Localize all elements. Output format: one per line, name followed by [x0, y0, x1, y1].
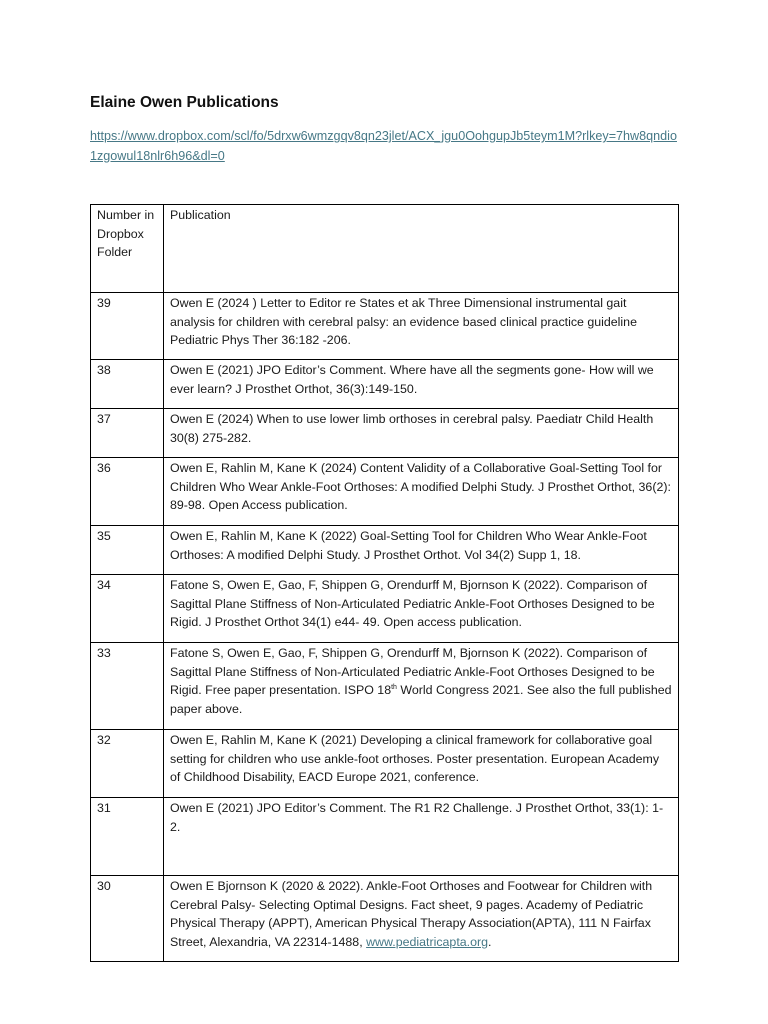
- row-publication: [164, 643, 679, 730]
- table-row: [91, 526, 679, 575]
- row-number: 39: [91, 293, 164, 360]
- row-number: 33: [91, 643, 164, 730]
- row-number: 31: [91, 798, 164, 876]
- dropbox-folder-link[interactable]: https://www.dropbox.com/scl/fo/5drxw6wmzgqv8qn23jlet/ACX_jgu0OohgupJb5teym1M?rlkey=7hw8qndio1zgowul18nlr6h96&dl=0: [90, 129, 677, 163]
- table-row: [91, 409, 679, 458]
- table-row: [91, 798, 679, 876]
- row-publication: Owen E, Rahlin M, Kane K (2021) Developing a clinical framework for collaborative goal setting for children who use ankle-foot orthoses. Poster presentation. European Academy of Childhood Disability, EACD Europe 2021, conference.: [164, 730, 679, 798]
- table-row: [91, 458, 679, 526]
- row-publication: [164, 876, 679, 962]
- row-publication: Owen E, Rahlin M, Kane K (2022) Goal-Setting Tool for Children Who Wear Ankle-Foot Orthoses: A modified Delphi Study. J Prosthet Orthot. Vol 34(2) Supp 1, 18.: [164, 526, 679, 575]
- row-publication: Owen E (2024) When to use lower limb orthoses in cerebral palsy. Paediatr Child Health 30(8) 275-282.: [164, 409, 679, 458]
- header-number: Number in Dropbox Folder: [91, 205, 164, 293]
- row-publication: Owen E, Rahlin M, Kane K (2024) Content Validity of a Collaborative Goal-Setting Tool for Children Who Wear Ankle-Foot Orthoses: A modified Delphi Study. J Prosthet Orthot, 36(2): 89-98. Open Access publication.: [164, 458, 679, 526]
- row-number: 32: [91, 730, 164, 798]
- row-number: 37: [91, 409, 164, 458]
- table-row: [91, 876, 679, 962]
- row-number: 38: [91, 360, 164, 409]
- table-row: [91, 360, 679, 409]
- row-publication: Owen E (2024 ) Letter to Editor re States et ak Three Dimensional instrumental gait analysis for children with cerebral palsy: an evidence based clinical practice guideline Pediatric Phys Ther 36:182 -206.: [164, 293, 679, 360]
- row-number: 34: [91, 575, 164, 643]
- row-publication: Owen E (2021) JPO Editor’s Comment. The R1 R2 Challenge. J Prosthet Orthot, 33(1): 1-2.: [164, 798, 679, 876]
- superscript-ordinal: th: [391, 684, 397, 692]
- pediatricapta-link[interactable]: www.pediatricapta.org: [366, 934, 488, 949]
- document-title: Elaine Owen Publications: [90, 94, 279, 111]
- row-text-part: World Congress 2021. See also the full published paper above.: [170, 683, 672, 716]
- row-publication: Fatone S, Owen E, Gao, F, Shippen G, Orendurff M, Bjornson K (2022). Comparison of Sagittal Plane Stiffness of Non-Articulated Pediatric Ankle-Foot Orthoses Designed to be Rigid. J Prosthet Orthot 34(1) e44- 49. Open access publication.: [164, 575, 679, 643]
- row-number: 36: [91, 458, 164, 526]
- row-text-part: Fatone S, Owen E, Gao, F, Shippen G, Orendurff M, Bjornson K (2022). Comparison of Sagittal Plane Stiffness of Non-Articulated Pediatric Ankle-Foot Orthoses Designed to be Rigid. Free paper presentation. ISPO 18: [170, 646, 655, 698]
- header-publication: Publication: [164, 205, 679, 293]
- row-number: 35: [91, 526, 164, 575]
- row-number: 30: [91, 876, 164, 962]
- table-row: [91, 730, 679, 798]
- row-publication: Owen E (2021) JPO Editor’s Comment. Where have all the segments gone- How will we ever learn? J Prosthet Orthot, 36(3):149-150.: [164, 360, 679, 409]
- table-header-row: [91, 205, 679, 293]
- table-row: [91, 575, 679, 643]
- table-row: [91, 643, 679, 730]
- row-text-part: .: [488, 934, 492, 949]
- row-text-part: Owen E Bjornson K (2020 & 2022). Ankle-Foot Orthoses and Footwear for Children with Cerebral Palsy- Selecting Optimal Designs. Fact sheet, 9 pages. Academy of Pediatric Physical Therapy (APPT), American Physical Therapy Association(APTA), 111 N Fairfax Street, Alexandria, VA 22314-1488,: [170, 879, 653, 949]
- publications-table: [90, 204, 679, 962]
- table-row: [91, 293, 679, 360]
